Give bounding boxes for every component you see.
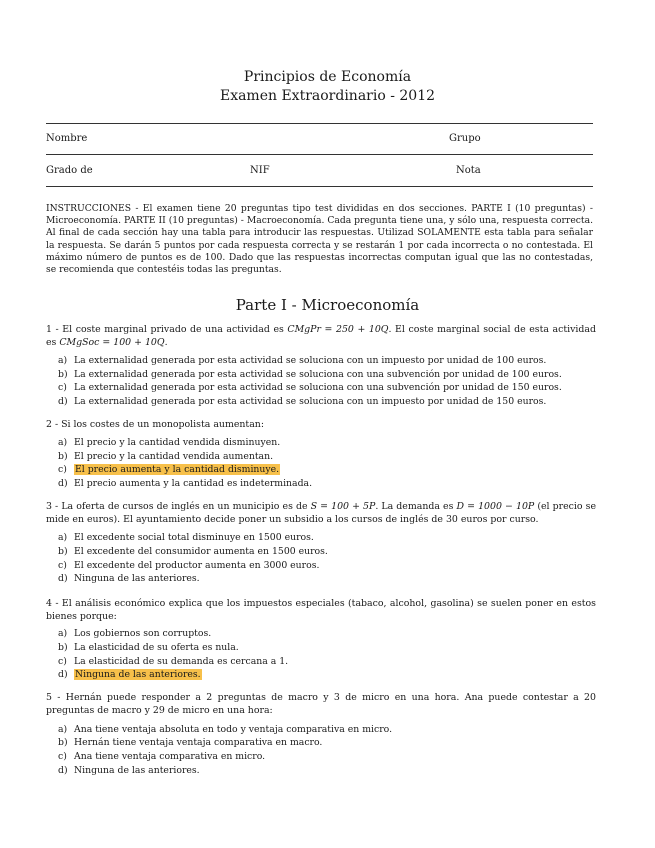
- question-4-option-b[interactable]: b) La elasticidad de su oferta es nula.: [58, 642, 239, 653]
- question-2-text: 2 - Si los costes de un monopolista aumentan:: [46, 419, 264, 430]
- instructions-paragraph: INSTRUCCIONES - El examen tiene 20 preguntas tipo test divididas en dos secciones. PARTE I (10 preguntas) - Microeconomía. PARTE II (10 preguntas) - Macroeconomía. Cada pregunta tiene una, y sólo una, respuesta correcta. Al final de cada sección hay una tabla para introducir las respuestas. Utilizad SOLAMENTE esta tabla para señalar la respuesta. Se darán 5 puntos por cada respuesta correcta y se restarán 1 por cada incorrecta o no contestada. El máximo número de puntos es de 100. Dado que las respuestas incorrectas computan igual que las no contestadas, se recomienda que contestéis todas las preguntas.: [46, 203, 593, 276]
- question-3-option-d[interactable]: d) Ninguna de las anteriores.: [58, 573, 200, 584]
- question-2-option-b[interactable]: b) El precio y la cantidad vendida aumentan.: [58, 451, 274, 462]
- question-5-text: 5 - Hernán puede responder a 2 preguntas de macro y 3 de micro en una hora. Ana puede contestar a 20 preguntas de macro y 29 de micro en una hora:: [46, 692, 596, 716]
- form-rule-top: [46, 123, 593, 124]
- question-4-option-a[interactable]: a) Los gobiernos son corruptos.: [58, 628, 212, 639]
- question-1-option-d[interactable]: d) La externalidad generada por esta actividad se soluciona con un impuesto por unidad de 150 euros.: [58, 396, 547, 407]
- question-5-option-b[interactable]: b) Hernán tiene ventaja ventaja comparativa en macro.: [58, 737, 323, 748]
- question-5-option-d[interactable]: d) Ninguna de las anteriores.: [58, 765, 200, 776]
- question-4-option-c[interactable]: c) La elasticidad de su demanda es cercana a 1.: [58, 656, 289, 667]
- question-3-text: 3 - La oferta de cursos de inglés en un municipio es de S = 100 + 5P. La demanda es D = 1000 − 10P (el precio se mide en euros). El ayuntamiento decide poner un subsidio a los cursos de inglés de 30 euros por curso.: [46, 501, 596, 525]
- question-2-option-c[interactable]: c) El precio aumenta y la cantidad disminuye.: [58, 464, 280, 475]
- exam-title: Principios de Economía: [243, 69, 412, 85]
- nota-label: Nota: [456, 165, 481, 176]
- question-1-option-b[interactable]: b) La externalidad generada por esta actividad se soluciona con una subvención por unidad de 100 euros.: [58, 369, 562, 380]
- nif-label: NIF: [250, 165, 270, 176]
- math-expression: S = 100 + 5P: [310, 501, 376, 512]
- form-rule-middle: [46, 154, 593, 155]
- question-3-option-b[interactable]: b) El excedente del consumidor aumenta en 1500 euros.: [58, 546, 328, 557]
- highlighted-answer: El precio aumenta y la cantidad disminuye.: [75, 464, 280, 475]
- grupo-label: Grupo: [449, 133, 481, 144]
- question-1-option-c[interactable]: c) La externalidad generada por esta actividad se soluciona con una subvención por unidad de 150 euros.: [58, 382, 562, 393]
- nombre-label: Nombre: [46, 133, 88, 144]
- question-1-option-a[interactable]: a) La externalidad generada por esta actividad se soluciona con un impuesto por unidad de 100 euros.: [58, 355, 547, 366]
- question-3-option-c[interactable]: c) El excedente del productor aumenta en 3000 euros.: [58, 560, 320, 571]
- question-1-text: 1 - El coste marginal privado de una actividad es CMgPr = 250 + 10Q. El coste marginal social de esta actividad es CMgSoc = 100 + 10Q.: [46, 324, 597, 348]
- question-5-option-a[interactable]: a) Ana tiene ventaja absoluta en todo y ventaja comparativa en micro.: [58, 724, 393, 735]
- grado-label: Grado de: [46, 165, 93, 176]
- form-rule-bottom: [46, 186, 593, 187]
- math-expression: CMgSoc = 100 + 10Q: [59, 337, 165, 348]
- section-title: Parte I - Microeconomía: [235, 296, 420, 314]
- question-2-option-d[interactable]: d) El precio aumenta y la cantidad es indeterminada.: [58, 478, 313, 489]
- question-4-text: 4 - El análisis económico explica que los impuestos especiales (tabaco, alcohol, gasolina) se suelen poner en estos bienes porque:: [46, 598, 596, 622]
- question-4-option-d[interactable]: d) Ninguna de las anteriores.: [58, 669, 201, 680]
- question-5-option-c[interactable]: c) Ana tiene ventaja comparativa en micro.: [58, 751, 266, 762]
- question-2-option-a[interactable]: a) El precio y la cantidad vendida disminuyen.: [58, 437, 281, 448]
- exam-subtitle: Examen Extraordinario - 2012: [219, 88, 436, 104]
- highlighted-answer: Ninguna de las anteriores.: [75, 669, 201, 680]
- math-expression: CMgPr = 250 + 10Q: [287, 324, 389, 335]
- math-expression: D = 1000 − 10P: [456, 501, 535, 512]
- question-3-option-a[interactable]: a) El excedente social total disminuye en 1500 euros.: [58, 532, 314, 543]
